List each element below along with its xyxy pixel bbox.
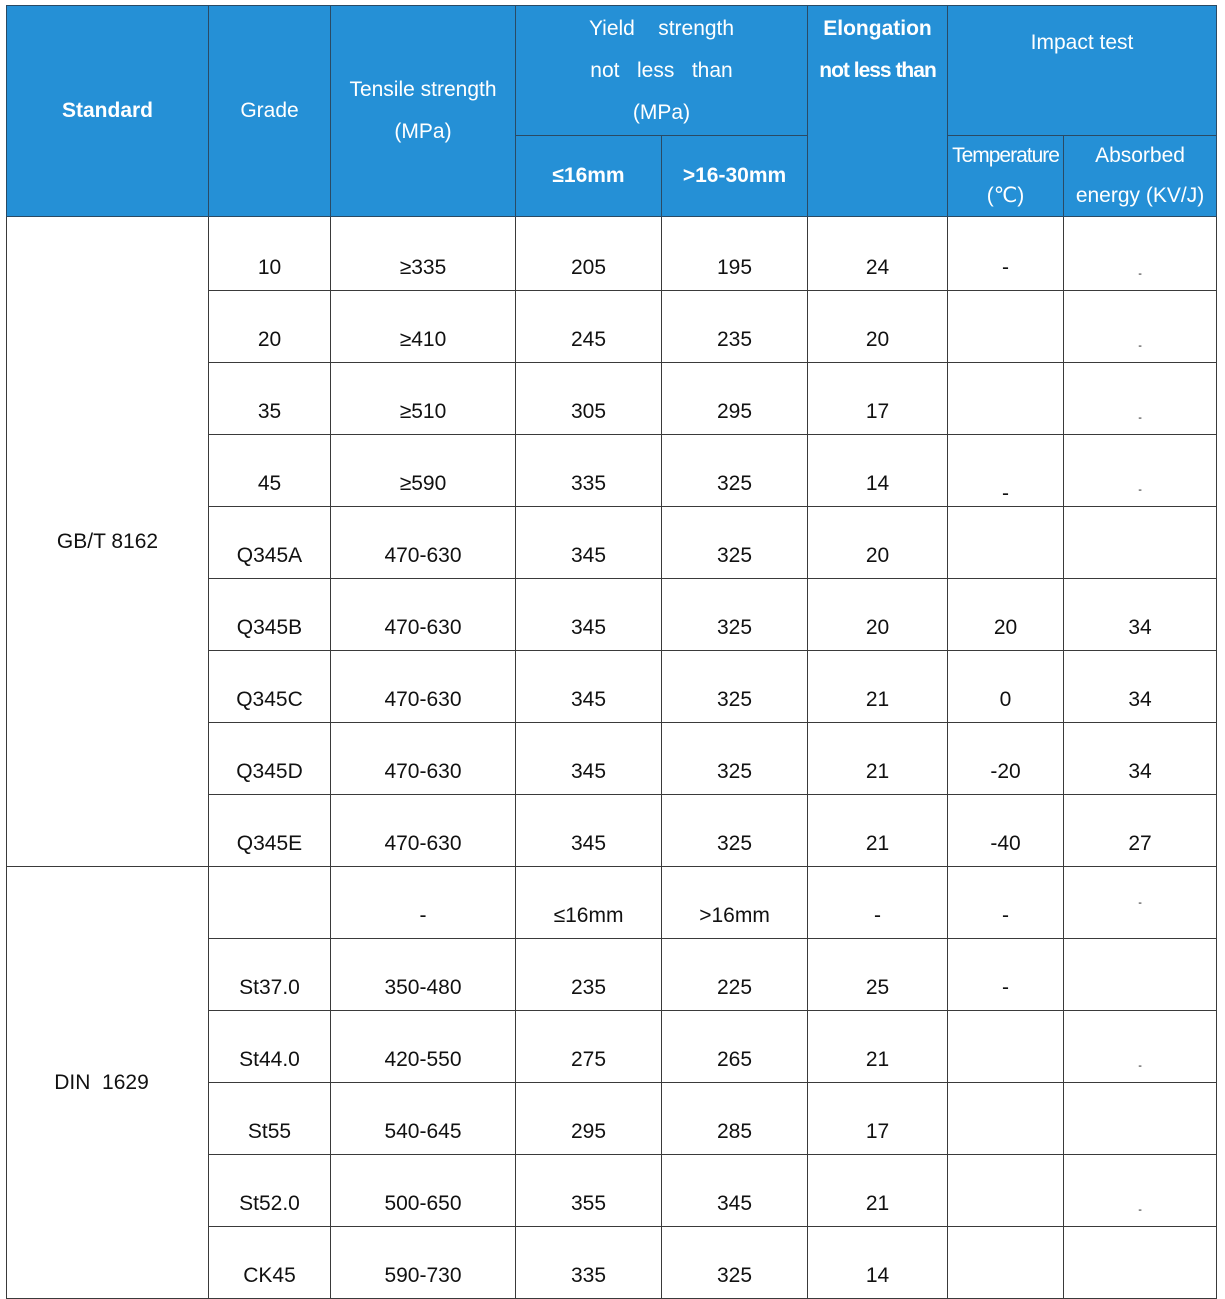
yield-le16-cell: 335 — [516, 435, 662, 507]
energy-cell: - — [1064, 867, 1217, 939]
header-temperature-line2: (℃) — [986, 184, 1025, 207]
tensile-cell: 470-630 — [331, 507, 516, 579]
header-elongation — [808, 6, 948, 217]
grade-cell: CK45 — [209, 1227, 331, 1299]
yield-gt16-cell: 325 — [662, 507, 808, 579]
tensile-cell: ≥335 — [331, 217, 516, 291]
grade-cell: Q345A — [209, 507, 331, 579]
yield-gt16-cell: 325 — [662, 723, 808, 795]
yield-gt16-cell: 325 — [662, 435, 808, 507]
table-row — [7, 867, 1217, 939]
header-grade: Grade — [209, 6, 331, 217]
table-header — [7, 6, 1217, 217]
yield-le16-cell: 345 — [516, 723, 662, 795]
yield-gt16-cell: 345 — [662, 1155, 808, 1227]
elongation-cell: 21 — [808, 1155, 948, 1227]
header-tensile-unit: (MPa) — [394, 120, 452, 143]
header-tensile-label: Tensile strength — [349, 78, 497, 101]
table-body — [7, 217, 1217, 1299]
grade-cell: 45 — [209, 435, 331, 507]
yield-le16-cell: 245 — [516, 291, 662, 363]
yield-le16-cell: 345 — [516, 507, 662, 579]
grade-cell: St55 — [209, 1083, 331, 1155]
yield-le16-cell: 305 — [516, 363, 662, 435]
elongation-cell: 25 — [808, 939, 948, 1011]
grade-cell: Q345C — [209, 651, 331, 723]
header-energy-line1: Absorbed — [1095, 144, 1185, 167]
yield-le16-cell: 345 — [516, 651, 662, 723]
header-elongation-line1: Elongation — [823, 17, 932, 40]
elongation-cell: 14 — [808, 435, 948, 507]
elongation-cell: 17 — [808, 1083, 948, 1155]
grade-cell: 10 — [209, 217, 331, 291]
grade-cell: Q345E — [209, 795, 331, 867]
temperature-cell — [948, 1227, 1064, 1299]
grade-cell: Q345B — [209, 579, 331, 651]
tensile-cell: 540-645 — [331, 1083, 516, 1155]
header-energy-line2: energy (KV/J) — [1075, 184, 1205, 207]
header-impact: Impact test — [948, 6, 1217, 136]
energy-cell — [1064, 507, 1217, 579]
tensile-cell: 420-550 — [331, 1011, 516, 1083]
tensile-cell: ≥510 — [331, 363, 516, 435]
tensile-cell: ≥410 — [331, 291, 516, 363]
yield-gt16-cell: 195 — [662, 217, 808, 291]
grade-cell: St37.0 — [209, 939, 331, 1011]
elongation-cell: 20 — [808, 507, 948, 579]
table-row — [7, 217, 1217, 291]
grade-cell: 35 — [209, 363, 331, 435]
yield-gt16-cell: 235 — [662, 291, 808, 363]
temperature-cell — [948, 507, 1064, 579]
grade-cell: St44.0 — [209, 1011, 331, 1083]
yield-gt16-cell: >16mm — [662, 867, 808, 939]
yield-gt16-cell: 325 — [662, 1227, 808, 1299]
elongation-cell: 21 — [808, 795, 948, 867]
temperature-cell — [948, 291, 1064, 363]
grade-cell: St52.0 — [209, 1155, 331, 1227]
energy-cell: - — [1064, 217, 1217, 291]
header-temperature-line1: Temperature — [952, 144, 1059, 167]
elongation-cell: 20 — [808, 579, 948, 651]
temperature-cell: -20 — [948, 723, 1064, 795]
header-temperature — [948, 136, 1064, 217]
tensile-cell: ≥590 — [331, 435, 516, 507]
header-yield-sub-gt16: >16-30mm — [662, 136, 808, 217]
temperature-cell: - — [948, 939, 1064, 1011]
temperature-cell: 20 — [948, 579, 1064, 651]
spec-table-container — [6, 5, 1216, 1287]
yield-le16-cell: 295 — [516, 1083, 662, 1155]
tensile-cell: 470-630 — [331, 723, 516, 795]
grade-cell — [209, 867, 331, 939]
header-tensile — [331, 6, 516, 217]
header-yield-line3: (MPa) — [632, 100, 691, 124]
temperature-cell — [948, 1083, 1064, 1155]
header-yield-sub-le16: ≤16mm — [516, 136, 662, 217]
header-standard: Standard — [7, 6, 209, 217]
energy-cell — [1064, 1227, 1217, 1299]
energy-cell — [1064, 1083, 1217, 1155]
yield-le16-cell: ≤16mm — [516, 867, 662, 939]
header-energy — [1064, 136, 1217, 217]
yield-gt16-cell: 285 — [662, 1083, 808, 1155]
yield-le16-cell: 345 — [516, 795, 662, 867]
steel-properties-table — [6, 5, 1217, 1299]
elongation-cell: 14 — [808, 1227, 948, 1299]
header-elongation-line2: not less than — [819, 59, 936, 82]
header-yield-line2: not less than — [590, 58, 733, 82]
tensile-cell: 590-730 — [331, 1227, 516, 1299]
grade-cell: 20 — [209, 291, 331, 363]
energy-cell: - — [1064, 435, 1217, 507]
yield-gt16-cell: 265 — [662, 1011, 808, 1083]
elongation-cell: 21 — [808, 1011, 948, 1083]
header-yield-line1: Yield strength — [588, 16, 735, 40]
energy-cell: - — [1064, 1155, 1217, 1227]
yield-le16-cell: 235 — [516, 939, 662, 1011]
yield-le16-cell: 335 — [516, 1227, 662, 1299]
tensile-cell: - — [331, 867, 516, 939]
energy-cell: 34 — [1064, 723, 1217, 795]
energy-cell: 27 — [1064, 795, 1217, 867]
standard-label: DIN 1629 — [54, 1070, 149, 1094]
grade-cell: Q345D — [209, 723, 331, 795]
standard-cell — [7, 867, 209, 1299]
yield-le16-cell: 205 — [516, 217, 662, 291]
energy-cell — [1064, 939, 1217, 1011]
yield-le16-cell: 345 — [516, 579, 662, 651]
tensile-cell: 470-630 — [331, 579, 516, 651]
elongation-cell: 21 — [808, 651, 948, 723]
elongation-cell: 17 — [808, 363, 948, 435]
energy-cell: 34 — [1064, 579, 1217, 651]
yield-gt16-cell: 325 — [662, 795, 808, 867]
temperature-cell — [948, 1155, 1064, 1227]
tensile-cell: 500-650 — [331, 1155, 516, 1227]
temperature-cell: - — [948, 435, 1064, 507]
energy-cell: - — [1064, 291, 1217, 363]
temperature-cell: -40 — [948, 795, 1064, 867]
yield-le16-cell: 275 — [516, 1011, 662, 1083]
temperature-cell — [948, 363, 1064, 435]
temperature-cell: - — [948, 217, 1064, 291]
temperature-cell: 0 — [948, 651, 1064, 723]
yield-gt16-cell: 325 — [662, 651, 808, 723]
header-yield — [516, 6, 808, 136]
temperature-cell: - — [948, 867, 1064, 939]
temperature-cell — [948, 1011, 1064, 1083]
yield-gt16-cell: 295 — [662, 363, 808, 435]
elongation-cell: - — [808, 867, 948, 939]
yield-gt16-cell: 325 — [662, 579, 808, 651]
elongation-cell: 24 — [808, 217, 948, 291]
energy-cell: - — [1064, 1011, 1217, 1083]
tensile-cell: 350-480 — [331, 939, 516, 1011]
energy-cell: - — [1064, 363, 1217, 435]
yield-gt16-cell: 225 — [662, 939, 808, 1011]
elongation-cell: 20 — [808, 291, 948, 363]
energy-cell: 34 — [1064, 651, 1217, 723]
tensile-cell: 470-630 — [331, 651, 516, 723]
standard-cell: GB/T 8162 — [7, 217, 209, 867]
tensile-cell: 470-630 — [331, 795, 516, 867]
elongation-cell: 21 — [808, 723, 948, 795]
yield-le16-cell: 355 — [516, 1155, 662, 1227]
